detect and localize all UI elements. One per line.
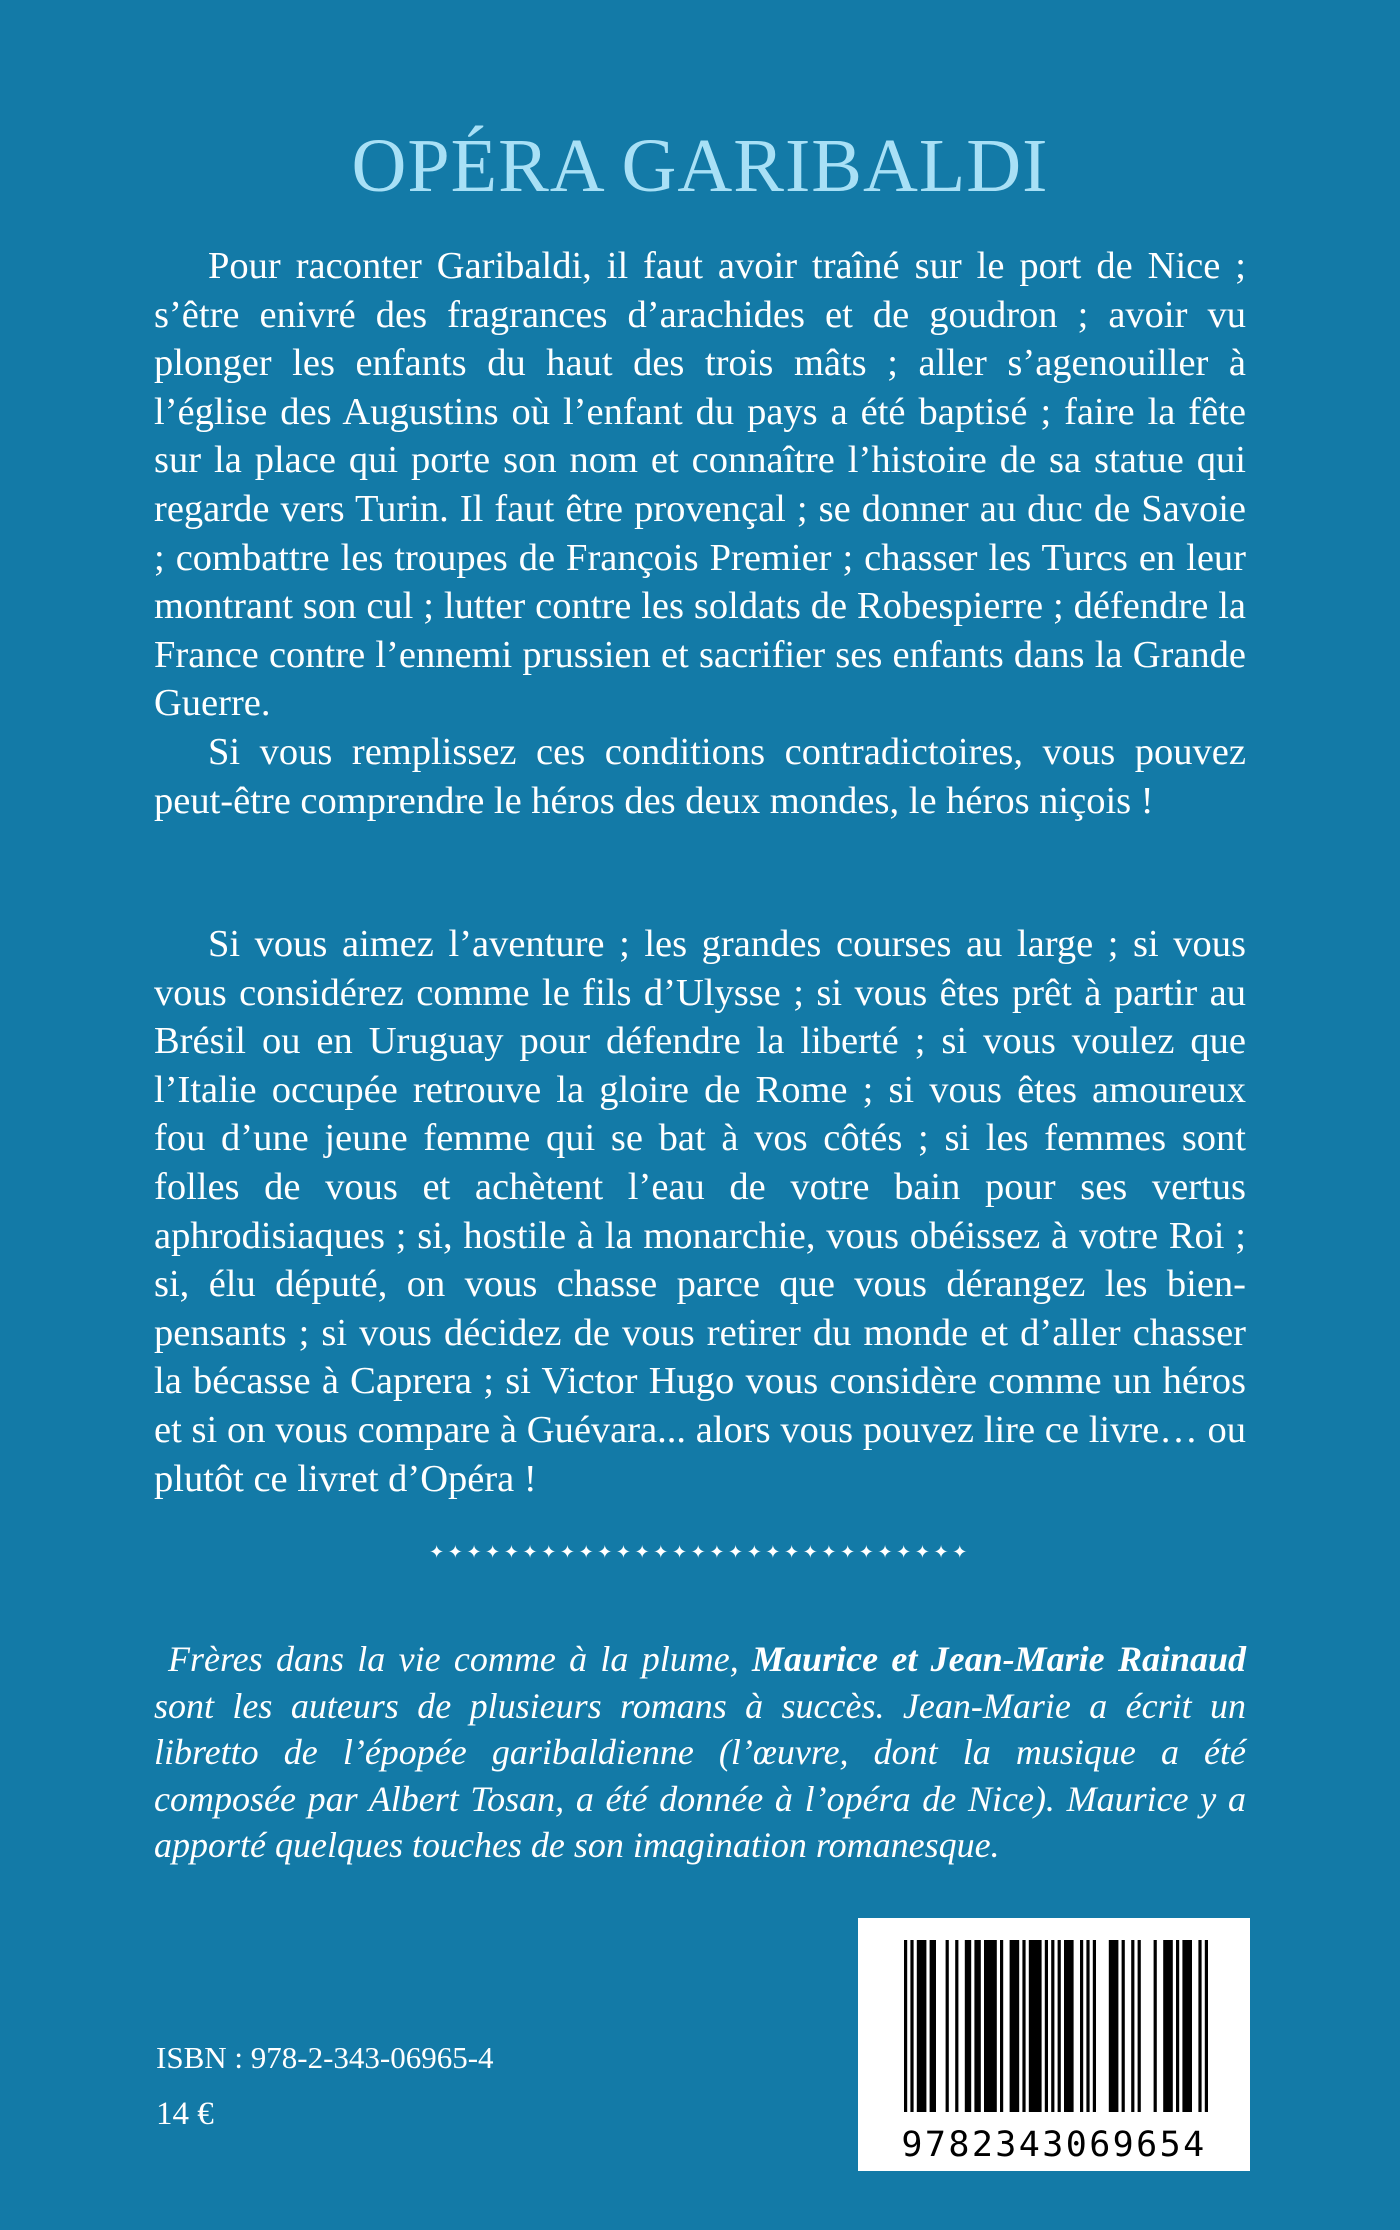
authors-bio: [154, 1636, 1246, 1869]
barcode-bar: [910, 1940, 913, 2112]
barcode-bar: [1029, 1940, 1042, 2112]
barcode-bar: [1045, 1940, 1048, 2112]
barcode-graphic: [858, 1918, 1250, 2171]
barcode: [858, 1918, 1250, 2171]
barcode-bar: [1086, 1940, 1089, 2112]
barcode-bar: [984, 1940, 997, 2112]
barcode-bar: [974, 1940, 980, 2112]
barcode-bar: [1080, 1940, 1083, 2112]
barcode-bar: [1010, 1940, 1020, 2112]
author-names: Maurice et Jean-Marie Rainaud: [752, 1639, 1247, 1679]
barcode-bars: [904, 1940, 1208, 2112]
barcode-bar: [1058, 1940, 1061, 2112]
barcode-digits: 9782343069654: [901, 2125, 1207, 2165]
star-separator: ✦✦✦✦✦✦✦✦✦✦✦✦✦✦✦✦✦✦✦✦✦✦✦✦✦✦✦✦✦: [429, 1542, 971, 1562]
book-title: OPÉRA GARIBALDI: [351, 124, 1049, 208]
barcode-bar: [1163, 1940, 1173, 2112]
barcode-bar: [1154, 1940, 1157, 2112]
barcode-bar: [1122, 1940, 1125, 2112]
intro-paragraph-2: Si vous remplissez ces conditions contradictoires, vous pouvez peut-être comprendre le héros des deux mondes, le héros niçois !: [154, 730, 1246, 822]
intro-section: [154, 242, 1246, 825]
authors-bio-rest: sont les auteurs de plusieurs romans à succès. Jean-Marie a écrit un libretto de l’épopée garibaldienne (l’œuvre, dont la musique a été composée par Albert Tosan, a été donnée à l’opéra de Nice). Maurice y a apporté quelques touches de son imagination romanesque.: [154, 1685, 1246, 1865]
barcode-bar: [917, 1940, 927, 2112]
barcode-bar: [955, 1940, 958, 2112]
barcode-bar: [946, 1940, 949, 2112]
authors-bio-intro: Frères dans la vie comme à la plume,: [168, 1639, 753, 1679]
barcode-bar: [904, 1940, 907, 2112]
barcode-bar: [1109, 1940, 1119, 2112]
barcode-bar: [1093, 1940, 1096, 2112]
barcode-bar: [930, 1940, 936, 2112]
barcode-bar: [1000, 1940, 1003, 2112]
barcode-bar: [1131, 1940, 1134, 2112]
barcode-bar: [1176, 1940, 1179, 2112]
barcode-bar: [1064, 1940, 1074, 2112]
barcode-bar: [1138, 1940, 1141, 2112]
barcode-bar: [1182, 1940, 1192, 2112]
intro-paragraph-1: Pour raconter Garibaldi, il faut avoir traîné sur le port de Nice ; s’être enivré des fragrances d’arachides et de goudron ; avoir vu plonger les enfants du haut des trois mâts ; aller s’agenouiller à l’église des Augustins où l’enfant du pays a été baptisé ; faire la fête sur la place qui porte son nom et connaître l’histoire de sa statue qui regarde vers Turin. Il faut être provençal ; se donner au duc de Savoie ; combattre les troupes de François Premier ; chasser les Turcs en leur montrant son cul ; lutter contre les soldats de Robespierre ; défendre la France contre l’ennemi prussien et sacrifier ses enfants dans la Grande Guerre.: [154, 245, 1246, 725]
barcode-bar: [1051, 1940, 1054, 2112]
price-label: 14 €: [156, 2096, 214, 2132]
barcode-bar: [1198, 1940, 1201, 2112]
adventure-section: [154, 920, 1246, 1503]
barcode-bar: [1205, 1940, 1208, 2112]
barcode-bar: [1022, 1940, 1025, 2112]
barcode-bar: [965, 1940, 971, 2112]
isbn-label: ISBN : 978-2-343-06965-4: [156, 2040, 494, 2075]
adventure-paragraph: Si vous aimez l’aventure ; les grandes courses au large ; si vous vous considérez comme le fils d’Ulysse ; si vous êtes prêt à partir au Brésil ou en Uruguay pour défendre la liberté ; si vous voulez que l’Italie occupée retrouve la gloire de Rome ; si vous êtes amoureux fou d’une jeune femme qui se bat à vos côtés ; si les femmes sont folles de vous et achètent l’eau de votre bain pour ses vertus aphrodisiaques ; si, hostile à la monarchie, vous obéissez à votre Roi ; si, élu député, on vous chasse parce que vous dérangez les bien-pensants ; si vous décidez de vous retirer du monde et d’aller chasser la bécasse à Caprera ; si Victor Hugo vous considère comme un héros et si on vous compare à Guévara... alors vous pouvez lire ce livre… ou plutôt ce livret d’Opéra !: [154, 923, 1246, 1500]
